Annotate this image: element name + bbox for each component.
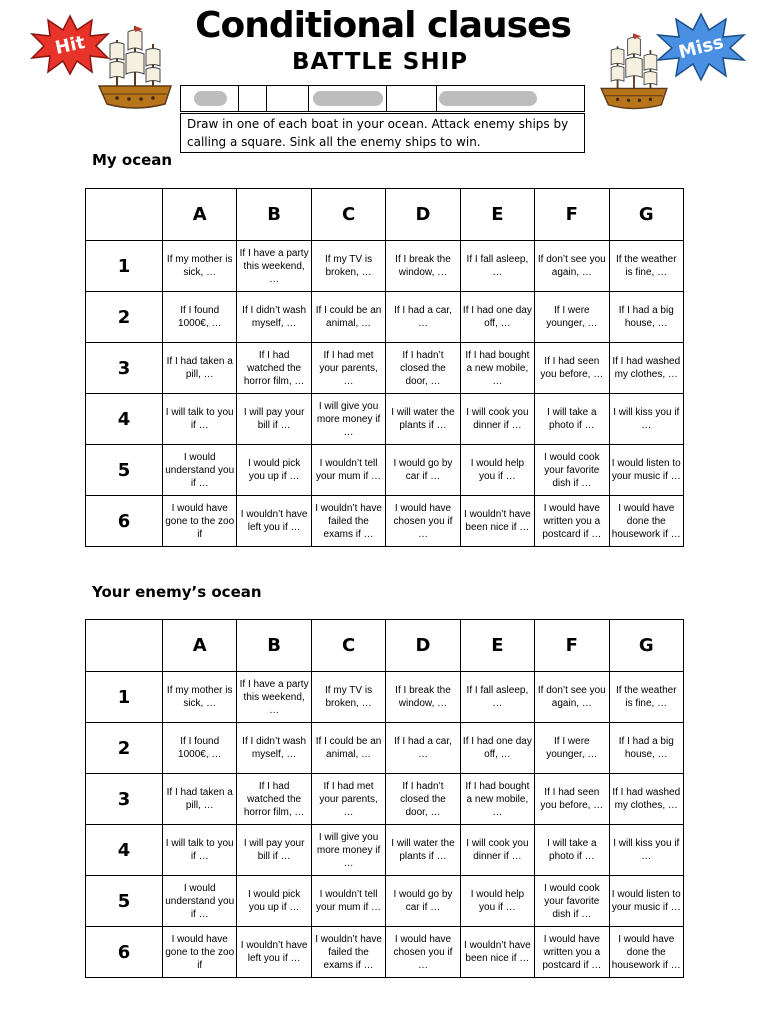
enemy-ocean-grid-cell[interactable]: I would have written you a postcard if … [535,927,609,978]
my-ocean-grid-cell[interactable]: If the weather is fine, … [609,241,683,292]
my-ocean-heading: My ocean [92,151,173,169]
enemy-ocean-grid-cell[interactable]: If I had one day off, … [460,723,534,774]
my-ocean-grid-cell[interactable]: If I fall asleep, … [460,241,534,292]
my-ocean-grid-cell[interactable]: I wouldn’t tell your mum if … [311,445,385,496]
my-ocean-table-row [86,394,684,445]
enemy-ocean-grid-cell[interactable]: If I didn’t wash myself, … [237,723,311,774]
enemy-ocean-grid-cell[interactable]: I wouldn’t tell your mum if … [311,876,385,927]
enemy-ocean-grid-cell[interactable]: I wouldn’t have been nice if … [460,927,534,978]
my-ocean-column-header: E [460,189,534,241]
my-ocean-grid-cell[interactable]: If I didn’t wash myself, … [237,292,311,343]
my-ocean-grid-cell[interactable]: If I had washed my clothes, … [609,343,683,394]
my-ocean-grid-cell[interactable]: I would have done the housework if … [609,496,683,547]
enemy-ocean-row-header: 5 [86,876,163,927]
my-ocean-table-row [86,241,684,292]
medium-ship-icon [313,91,383,106]
my-ocean-grid-cell[interactable]: I would cook your favorite dish if … [535,445,609,496]
enemy-ocean-column-header: B [237,620,311,672]
miss-label: Miss [676,31,726,63]
my-ocean-grid-cell[interactable]: I will kiss you if … [609,394,683,445]
enemy-ocean-grid [85,619,684,978]
my-ocean-row-header: 4 [86,394,163,445]
my-ocean-table-row [86,292,684,343]
my-ocean-grid-cell[interactable]: I will pay your bill if … [237,394,311,445]
my-ocean-grid-cell[interactable]: I would have written you a postcard if … [535,496,609,547]
enemy-ocean-grid-cell[interactable]: I will kiss you if … [609,825,683,876]
my-ocean-grid-cell[interactable]: If I had bought a new mobile, … [460,343,534,394]
enemy-ocean-column-header: C [311,620,385,672]
enemy-ocean-grid-cell[interactable]: I will pay your bill if … [237,825,311,876]
my-ocean-grid-cell[interactable]: If I had met your parents, … [311,343,385,394]
my-ocean-grid-cell[interactable]: If I were younger, … [535,292,609,343]
enemy-ocean-grid-cell[interactable]: If I had a big house, … [609,723,683,774]
my-ocean-column-header: G [609,189,683,241]
enemy-ocean-column-header: D [386,620,460,672]
enemy-ocean-grid-cell[interactable]: If I break the window, … [386,672,460,723]
my-ocean-grid-cell[interactable]: If I hadn’t closed the door, … [386,343,460,394]
my-ocean-grid-cell[interactable]: I would understand you if … [163,445,237,496]
enemy-ocean-grid-cell[interactable]: I wouldn’t have left you if … [237,927,311,978]
enemy-ocean-grid-cell[interactable]: I would pick you up if … [237,876,311,927]
hit-label: Hit [53,31,87,59]
enemy-ocean-grid-cell[interactable]: If I had watched the horror film, … [237,774,311,825]
my-ocean-grid-cell[interactable]: I will water the plants if … [386,394,460,445]
my-ocean-grid-cell[interactable]: I would have chosen you if … [386,496,460,547]
enemy-ocean-grid-cell[interactable]: I will water the plants if … [386,825,460,876]
large-ship-icon [439,91,537,106]
my-ocean-grid [85,188,684,547]
page-title: Conditional clauses [195,5,571,46]
enemy-ocean-grid-cell[interactable]: I would listen to your music if … [609,876,683,927]
enemy-ocean-row-header: 4 [86,825,163,876]
enemy-ocean-row-header: 2 [86,723,163,774]
enemy-ocean-grid-cell[interactable]: If I were younger, … [535,723,609,774]
my-ocean-grid-cell[interactable]: I wouldn’t have failed the exams if … [311,496,385,547]
enemy-ocean-grid-cell[interactable]: I will talk to you if … [163,825,237,876]
ship-slot-medium [309,86,387,111]
enemy-ocean-heading: Your enemy’s ocean [92,583,262,601]
my-ocean-table-row [86,445,684,496]
my-ocean-grid-cell[interactable]: If I have a party this weekend, … [237,241,311,292]
my-ocean-row-header: 1 [86,241,163,292]
enemy-ocean-grid-cell[interactable]: If I had washed my clothes, … [609,774,683,825]
enemy-ocean-table-row [86,672,684,723]
enemy-ocean-table-row [86,927,684,978]
enemy-ocean-table-row [86,774,684,825]
my-ocean-corner-cell [86,189,163,241]
enemy-ocean-column-header: A [163,620,237,672]
enemy-ocean-row-header: 3 [86,774,163,825]
my-ocean-column-header: C [311,189,385,241]
my-ocean-table-row [86,343,684,394]
my-ocean-grid-cell[interactable]: I would go by car if … [386,445,460,496]
enemy-ocean-grid-cell[interactable]: I would go by car if … [386,876,460,927]
enemy-ocean-grid-cell[interactable]: If I could be an animal, … [311,723,385,774]
my-ocean-grid-cell[interactable]: I would help you if … [460,445,534,496]
enemy-ocean-grid-cell[interactable]: If I fall asleep, … [460,672,534,723]
my-ocean-row-header: 3 [86,343,163,394]
instructions-box: Draw in one of each boat in your ocean. Attack enemy ships by calling a square. Sink all the enemy ships to win. [180,113,585,153]
enemy-ocean-column-header: F [535,620,609,672]
my-ocean-grid-cell[interactable]: If I had seen you before, … [535,343,609,394]
enemy-ocean-grid-cell[interactable]: If I had met your parents, … [311,774,385,825]
my-ocean-row-header: 5 [86,445,163,496]
enemy-ocean-table-row [86,825,684,876]
enemy-ocean-corner-cell [86,620,163,672]
my-ocean-column-header: F [535,189,609,241]
enemy-ocean-table-row [86,876,684,927]
enemy-ocean-grid-cell[interactable]: I would have done the housework if … [609,927,683,978]
enemy-ocean-grid-cell[interactable]: I will take a photo if … [535,825,609,876]
enemy-ocean-row-header: 1 [86,672,163,723]
my-ocean-grid-cell[interactable]: If my TV is broken, … [311,241,385,292]
enemy-ocean-grid-cell[interactable]: If I had seen you before, … [535,774,609,825]
enemy-ocean-grid-cell[interactable]: If I had taken a pill, … [163,774,237,825]
my-ocean-grid-cell[interactable]: I will take a photo if … [535,394,609,445]
my-ocean-grid-cell[interactable]: If I had taken a pill, … [163,343,237,394]
my-ocean-grid-cell[interactable]: If I break the window, … [386,241,460,292]
my-ocean-grid-cell[interactable]: If I had a big house, … [609,292,683,343]
my-ocean-grid-cell[interactable]: If my mother is sick, … [163,241,237,292]
my-ocean-row-header: 2 [86,292,163,343]
my-ocean-grid-cell[interactable]: I will talk to you if … [163,394,237,445]
my-ocean-header-row [86,189,684,241]
my-ocean-grid-cell[interactable]: I would listen to your music if … [609,445,683,496]
page-subtitle: BATTLE SHIP [291,49,469,75]
my-ocean-grid-cell[interactable]: If I had a car, … [386,292,460,343]
small-ship-icon [194,91,227,106]
ship-slot-small [181,86,239,111]
my-ocean-grid-cell[interactable]: I wouldn’t have been nice if … [460,496,534,547]
enemy-ocean-grid-cell[interactable]: If I have a party this weekend, … [237,672,311,723]
enemy-ocean-grid-cell[interactable]: I would have chosen you if … [386,927,460,978]
enemy-ocean-grid-cell[interactable]: I wouldn’t have failed the exams if … [311,927,385,978]
ship-slot-large [437,86,541,111]
enemy-ocean-grid-cell[interactable]: If I found 1000€, … [163,723,237,774]
enemy-ocean-grid-cell[interactable]: If the weather is fine, … [609,672,683,723]
my-ocean-grid-cell[interactable]: I would have gone to the zoo if [163,496,237,547]
enemy-ocean-grid-cell[interactable]: If my TV is broken, … [311,672,385,723]
my-ocean-column-header: B [237,189,311,241]
my-ocean-grid-cell[interactable]: If I found 1000€, … [163,292,237,343]
enemy-ocean-grid-cell[interactable]: If don’t see you again, … [535,672,609,723]
ship-slot-gap-2 [267,86,309,111]
enemy-ocean-grid-cell[interactable]: If I hadn’t closed the door, … [386,774,460,825]
enemy-ocean-grid-cell[interactable]: If my mother is sick, … [163,672,237,723]
enemy-ocean-grid-cell[interactable]: I will cook you dinner if … [460,825,534,876]
my-ocean-table-row [86,496,684,547]
my-ocean-grid-cell[interactable]: I will cook you dinner if … [460,394,534,445]
ship-slot-gap-3 [387,86,437,111]
ship-slot-gap-1 [239,86,267,111]
enemy-ocean-grid-cell[interactable]: I would understand you if … [163,876,237,927]
enemy-ocean-column-header: E [460,620,534,672]
my-ocean-grid-cell[interactable]: I would pick you up if … [237,445,311,496]
my-ocean-row-header: 6 [86,496,163,547]
my-ocean-grid-cell[interactable]: I wouldn’t have left you if … [237,496,311,547]
enemy-ocean-grid-cell[interactable]: I would have gone to the zoo if [163,927,237,978]
my-ocean-grid-cell[interactable]: If don’t see you again, … [535,241,609,292]
enemy-ocean-row-header: 6 [86,927,163,978]
enemy-ocean-grid-cell[interactable]: I would cook your favorite dish if … [535,876,609,927]
my-ocean-grid-cell[interactable]: If I had watched the horror film, … [237,343,311,394]
ship-sizes-bar [180,85,585,112]
enemy-ocean-grid-cell[interactable]: If I had bought a new mobile, … [460,774,534,825]
enemy-ocean-grid-cell[interactable]: If I had a car, … [386,723,460,774]
my-ocean-grid-cell[interactable]: I will give you more money if … [311,394,385,445]
my-ocean-grid-cell[interactable]: If I could be an animal, … [311,292,385,343]
my-ocean-grid-cell[interactable]: If I had one day off, … [460,292,534,343]
enemy-ocean-grid-cell[interactable]: I would help you if … [460,876,534,927]
enemy-ocean-table-row [86,723,684,774]
enemy-ocean-grid-cell[interactable]: I will give you more money if … [311,825,385,876]
enemy-ocean-header-row [86,620,684,672]
my-ocean-column-header: A [163,189,237,241]
enemy-ocean-column-header: G [609,620,683,672]
my-ocean-column-header: D [386,189,460,241]
